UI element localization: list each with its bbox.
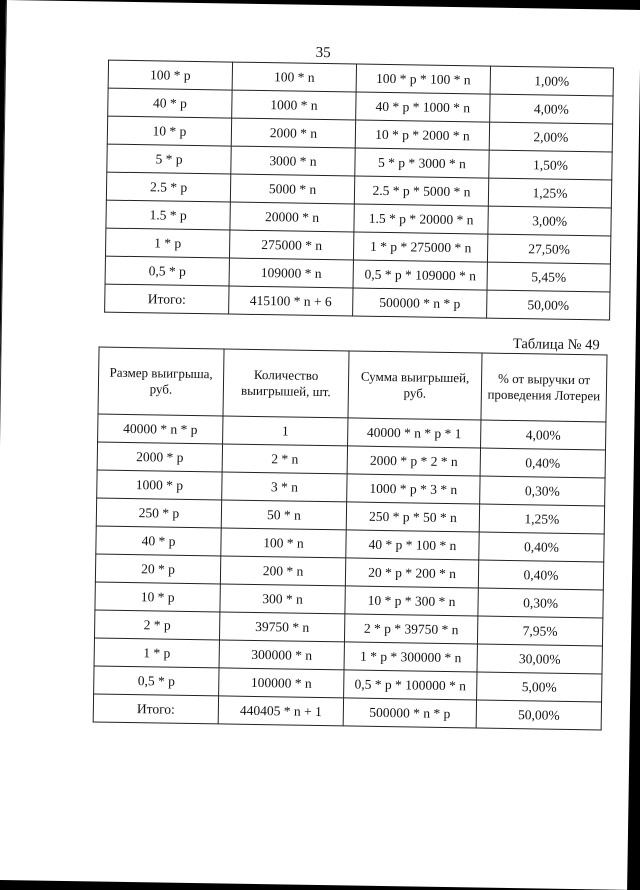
table-cell: 100 * n <box>232 62 356 92</box>
table-cell: 3000 * n <box>231 146 355 176</box>
table-cell: 5 * p * 3000 * n <box>355 148 489 178</box>
table-cell: 10 * p * 300 * n <box>345 586 478 616</box>
table-cell: 10 * p * 2000 * n <box>355 120 489 150</box>
table-cell: 250 * p * 50 * n <box>346 502 479 532</box>
table-cell: 3 * n <box>222 472 347 502</box>
table-cell: 7,95% <box>477 616 602 646</box>
table-caption: Таблица № 49 <box>512 336 600 354</box>
table-cell: 40 * p <box>108 88 232 118</box>
table-cell: 2 * n <box>222 444 347 474</box>
table-cell: 2 * p * 39750 * n <box>344 614 477 644</box>
table-cell: 300 * n <box>220 584 345 614</box>
table-cell: 5000 * n <box>230 174 354 204</box>
table-header-row <box>98 347 607 422</box>
table-cell: 1,00% <box>490 66 613 96</box>
table-cell: 50,00% <box>476 700 601 730</box>
table-cell: 0,30% <box>478 588 603 618</box>
table-cell: 100 * n <box>221 528 346 558</box>
table-cell: 250 * p <box>96 498 221 528</box>
table-cell: 415100 * n + 6 <box>229 286 353 316</box>
table-cell: 2.5 * p <box>106 172 230 202</box>
table-cell: 2 * p <box>94 610 219 640</box>
table-cell: 1 <box>223 416 348 446</box>
table-cell: 0,40% <box>479 532 604 562</box>
prize-table-body <box>105 60 614 320</box>
table-cell: 1,50% <box>489 150 612 180</box>
table-cell: 50,00% <box>487 290 610 320</box>
table-cell: 100 * p <box>108 60 232 90</box>
table-cell: 440405 * n + 1 <box>218 696 343 726</box>
table-cell: 3,00% <box>488 206 611 236</box>
table-cell: 2000 * p <box>97 442 222 472</box>
table-cell: 30,00% <box>477 644 602 674</box>
table-cell: 50 * n <box>221 500 346 530</box>
table-cell: 1 * p <box>105 228 229 258</box>
table-cell: 2,00% <box>489 122 612 152</box>
table-cell: 0,5 * p * 100000 * n <box>344 670 477 700</box>
header-revenue-percent: % от выручки от проведения Лотереи <box>481 353 607 422</box>
table-cell: 27,50% <box>487 234 610 264</box>
table-cell: 1 * p * 300000 * n <box>344 642 477 672</box>
table-cell: 275000 * n <box>229 230 353 260</box>
table-cell: 100000 * n <box>219 668 344 698</box>
header-prize-count: Количество выигрышей, шт. <box>223 349 349 418</box>
prize-table-body <box>93 414 606 730</box>
table-cell: 0,5 * p * 109000 * n <box>353 260 487 290</box>
table-cell: 1.5 * p <box>106 200 230 230</box>
page-number: 35 <box>315 44 331 62</box>
table-cell: Итого: <box>105 284 229 314</box>
table-cell: 20000 * n <box>230 202 354 232</box>
table-cell: 1000 * p <box>97 470 222 500</box>
table-cell: 1 * p <box>94 638 219 668</box>
table-cell: 39750 * n <box>219 612 344 642</box>
table-cell: 40000 * n * p <box>98 414 223 444</box>
table-cell: 10 * p <box>107 116 231 146</box>
table-cell: 5,45% <box>487 262 610 292</box>
table-cell: 1000 * n <box>232 90 356 120</box>
table-cell: 40 * p * 1000 * n <box>356 92 490 122</box>
table-cell: 0,5 * p <box>94 666 219 696</box>
table-cell: 2000 * n <box>231 118 355 148</box>
table-cell: 40 * p <box>96 526 221 556</box>
table-cell: 300000 * n <box>219 640 344 670</box>
table-cell: 40 * p * 100 * n <box>346 530 479 560</box>
table-cell: 5 * p <box>107 144 231 174</box>
table-cell: Итого: <box>93 694 218 724</box>
table-cell: 1,25% <box>488 178 611 208</box>
table-cell: 200 * n <box>220 556 345 586</box>
table-cell: 5,00% <box>477 672 602 702</box>
table-cell: 2000 * p * 2 * n <box>347 446 480 476</box>
table-cell: 1000 * p * 3 * n <box>347 474 480 504</box>
header-prize-size: Размер выигрыша, руб. <box>98 347 224 416</box>
table-cell: 1,25% <box>479 504 604 534</box>
table-cell: 20 * p <box>95 554 220 584</box>
prize-table-49 <box>93 346 608 730</box>
table-cell: 40000 * n * p * 1 <box>348 418 481 448</box>
prize-table-continued <box>104 60 614 321</box>
table-cell: 100 * p * 100 * n <box>356 64 490 94</box>
table-cell: 0,40% <box>480 448 605 478</box>
header-prize-sum: Сумма выигрышей, руб. <box>348 351 482 420</box>
table-cell: 4,00% <box>481 420 606 450</box>
table-cell: 500000 * n * p <box>343 698 476 728</box>
table-cell: 10 * p <box>95 582 220 612</box>
table-cell: 2.5 * p * 5000 * n <box>354 176 488 206</box>
table-cell: 0,5 * p <box>105 256 229 286</box>
table-cell: 4,00% <box>490 94 613 124</box>
table-cell: 0,30% <box>480 476 605 506</box>
table-cell: 20 * p * 200 * n <box>345 558 478 588</box>
table-cell: 109000 * n <box>229 258 353 288</box>
table-cell: 1.5 * p * 20000 * n <box>354 204 488 234</box>
table-cell: 1 * p * 275000 * n <box>353 232 487 262</box>
table-cell: 0,40% <box>478 560 603 590</box>
table-cell: 500000 * n * p <box>353 288 487 318</box>
